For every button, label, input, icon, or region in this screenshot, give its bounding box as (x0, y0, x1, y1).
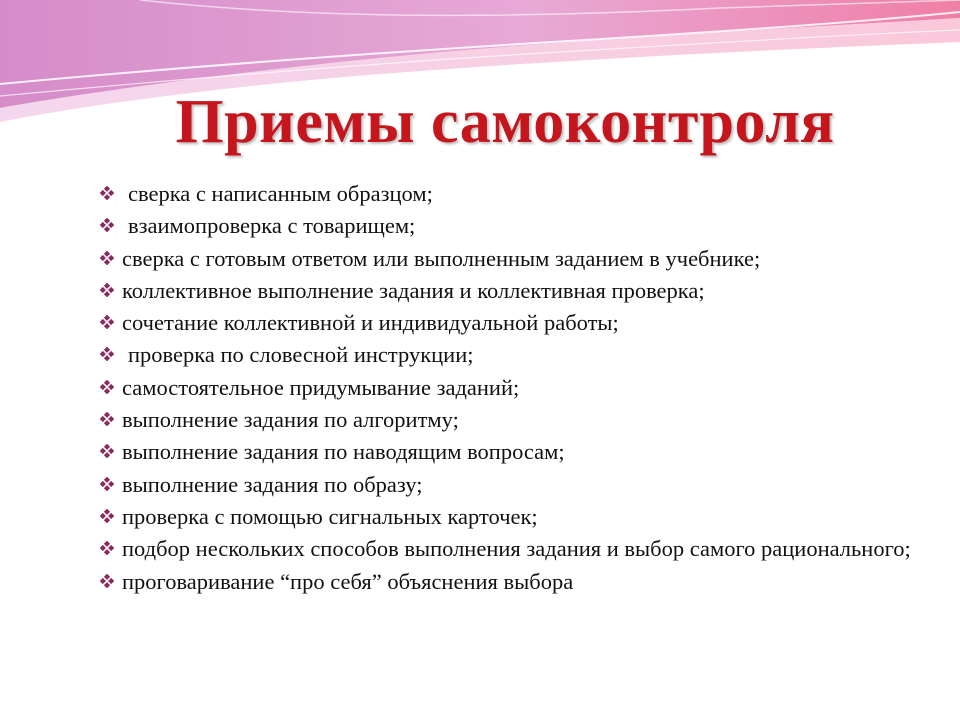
list-item (98, 536, 918, 561)
list-item-text: выполнение задания по алгоритму; (122, 407, 459, 433)
list-item (98, 569, 918, 594)
list-item-text: самостоятельное придумывание заданий; (122, 374, 520, 400)
list-item-text: проговаривание “про себя” объяснения выбора (122, 568, 574, 594)
diamond-bullet-icon (100, 574, 114, 588)
list-item-text: взаимопроверка с товарищем; (128, 213, 416, 239)
list-item-text: выполнение задания по наводящим вопросам; (122, 439, 565, 465)
list-item (98, 504, 918, 529)
list-item (98, 246, 918, 271)
diamond-bullet-icon (100, 347, 114, 361)
list-item (98, 181, 918, 206)
diamond-bullet-icon (100, 444, 114, 458)
list-item-text: сочетание коллективной и индивидуальной работы; (122, 310, 619, 336)
list-item-text: проверка с помощью сигнальных карточек; (122, 503, 538, 529)
technique-list (98, 181, 918, 601)
diamond-bullet-icon (100, 509, 114, 523)
diamond-bullet-icon (100, 251, 114, 265)
diamond-bullet-icon (100, 283, 114, 297)
diamond-bullet-icon (100, 412, 114, 426)
list-item-text: коллективное выполнение задания и коллективная проверка; (122, 277, 705, 303)
diamond-bullet-icon (100, 380, 114, 394)
diamond-bullet-icon (100, 186, 114, 200)
diamond-bullet-icon (100, 477, 114, 491)
list-item (98, 407, 918, 432)
slide-title: Приемы самоконтроля (175, 88, 835, 156)
list-item-text: подбор нескольких способов выполнения задания и выбор самого рационального; (122, 536, 911, 562)
list-item (98, 278, 918, 303)
list-item-text: проверка по словесной инструкции; (128, 342, 474, 368)
list-item (98, 310, 918, 335)
list-item-text: выполнение задания по образу; (122, 471, 423, 497)
list-item-text: сверка с написанным образцом; (128, 181, 433, 206)
list-item-text: сверка с готовым ответом или выполненным заданием в учебнике; (122, 245, 761, 271)
diamond-bullet-icon (100, 315, 114, 329)
list-item (98, 375, 918, 400)
diamond-bullet-icon (100, 218, 114, 232)
list-item (98, 472, 918, 497)
list-item (98, 342, 918, 367)
diamond-bullet-icon (100, 541, 114, 555)
list-item (98, 439, 918, 464)
list-item (98, 213, 918, 238)
